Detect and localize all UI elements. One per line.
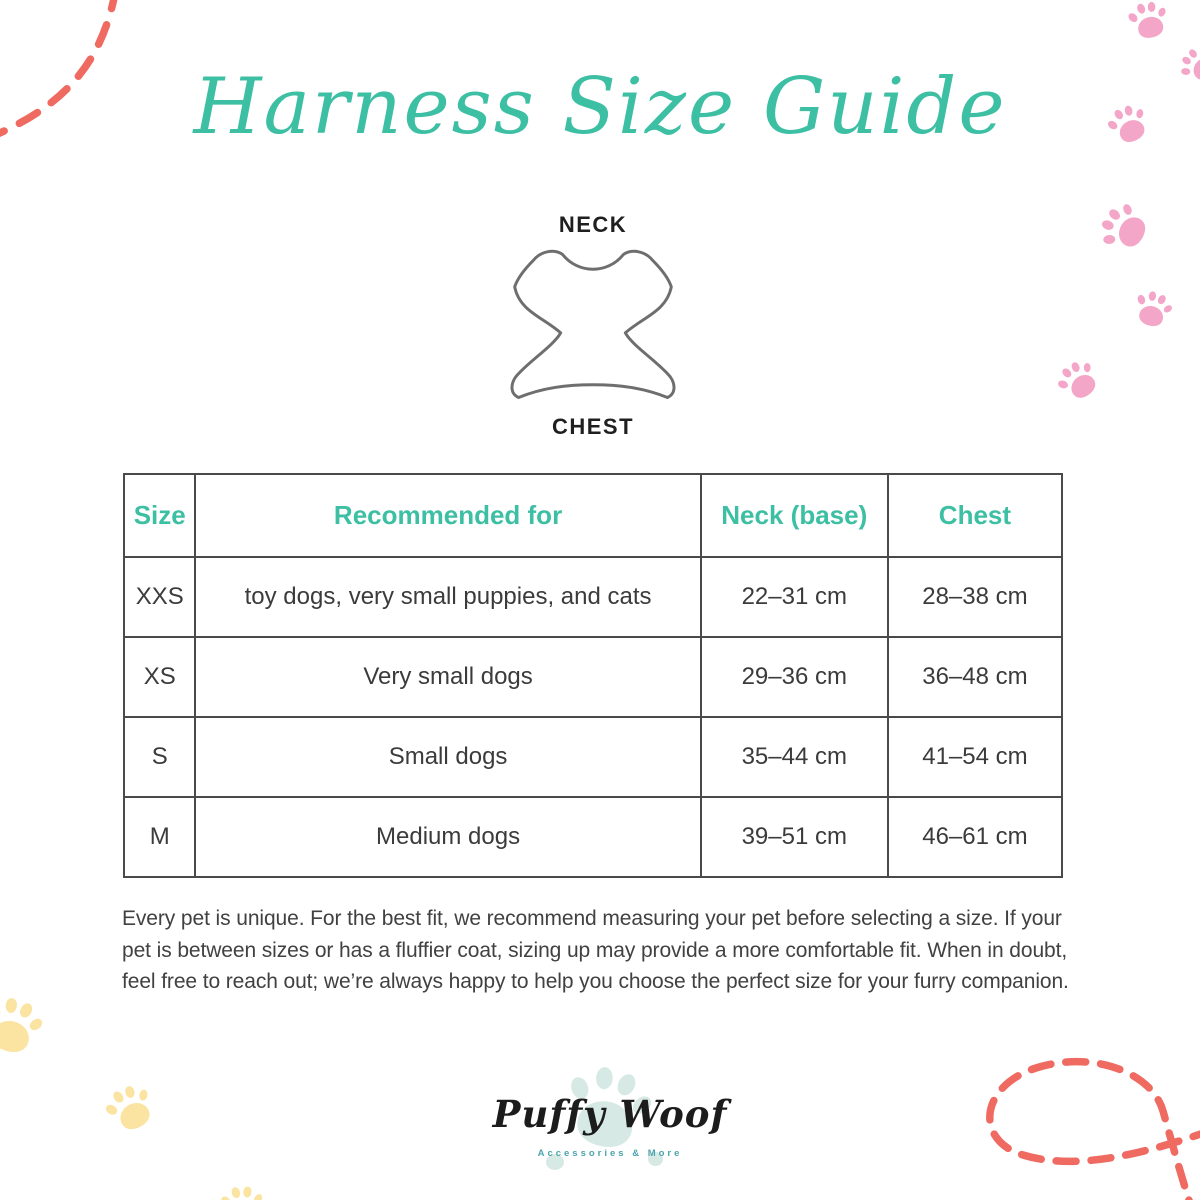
recommended-cell: Small dogs [195,717,700,797]
chest-cell: 46–61 cm [888,797,1062,877]
recommended-cell: toy dogs, very small puppies, and cats [195,557,700,637]
column-header-chest: Chest [888,474,1062,557]
neck-cell: 35–44 cm [701,717,888,797]
neck-cell: 29–36 cm [701,637,888,717]
page-title: Harness Size Guide [193,62,1007,152]
size-cell: S [124,717,195,797]
recommended-cell: Very small dogs [195,637,700,717]
table-header-row [124,474,1062,557]
neck-label: NECK [558,212,628,237]
harness-outline-icon [500,244,686,412]
column-header-recommended: Recommended for [195,474,700,557]
harness-diagram [495,212,691,440]
size-cell: XXS [124,557,195,637]
size-cell: M [124,797,195,877]
neck-cell: 22–31 cm [701,557,888,637]
chest-label: CHEST [551,414,635,439]
size-table [123,473,1063,878]
size-cell: XS [124,637,195,717]
recommended-cell: Medium dogs [195,797,700,877]
column-header-neck: Neck (base) [701,474,888,557]
table-row [124,637,1062,717]
column-header-size: Size [124,474,195,557]
table-row [124,717,1062,797]
table-row [124,797,1062,877]
chest-cell: 41–54 cm [888,717,1062,797]
brand-name: Puffy Woof [492,1092,728,1136]
table-row [124,557,1062,637]
brand-tagline: Accessories & More [537,1148,683,1159]
neck-cell: 39–51 cm [701,797,888,877]
chest-cell: 28–38 cm [888,557,1062,637]
brand-logo [490,1058,730,1178]
chest-cell: 36–48 cm [888,637,1062,717]
sizing-note: Every pet is unique. For the best fit, we recommend measuring your pet before selecting a size. If your pet is between sizes or has a fluffier coat, sizing up may provide a more comfortable fit. When in doubt, feel free to reach out; we’re always happy to help you choose the perfect size for your furry companion. [122,907,1069,993]
